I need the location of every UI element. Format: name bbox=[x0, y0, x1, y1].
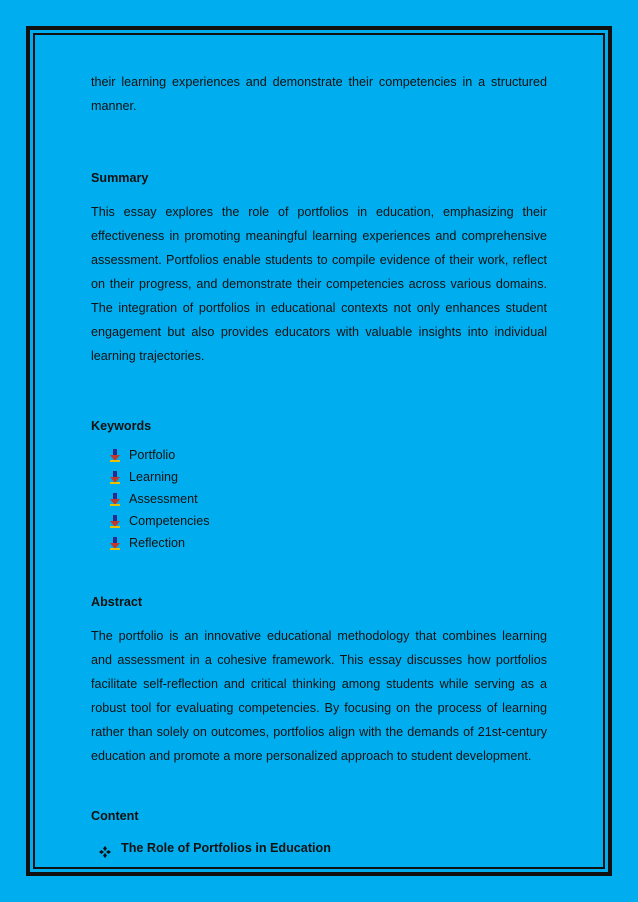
content-heading: Content bbox=[91, 809, 139, 823]
keyword-label: Portfolio bbox=[129, 448, 176, 462]
content-item-label: The Role of Portfolios in Education bbox=[121, 841, 331, 855]
keyword-item bbox=[109, 444, 547, 466]
keyword-label: Assessment bbox=[129, 492, 198, 506]
down-arrow-bullet-icon bbox=[109, 493, 121, 506]
down-arrow-bullet-icon bbox=[109, 471, 121, 484]
keyword-label: Reflection bbox=[129, 536, 186, 550]
keyword-label: Competencies bbox=[129, 514, 210, 528]
intro-continuation bbox=[91, 70, 547, 118]
summary-text: This essay explores the role of portfolios in education, emphasizing their effectiveness in promoting meaningful learning experiences and comprehensive assessment. Portfolios enable students to compile evidence of their work, reflect on their progress, and demonstrate their competencies across various domains. The integration of portfolios in educational contexts not only enhances student engagement but also provides educators with valuable insights into individual learning trajectories. bbox=[91, 205, 547, 363]
abstract-text: The portfolio is an innovative educational methodology that combines learning and assessment in a cohesive framework. This essay discusses how portfolios facilitate self-reflection and critical thinking among students while serving as a robust tool for evaluating competencies. By focusing on the process of learning rather than solely on outcomes, portfolios align with the demands of 21st-century education and promote a more personalized approach to student development. bbox=[91, 629, 547, 763]
keyword-item bbox=[109, 532, 547, 554]
keywords-heading: Keywords bbox=[91, 419, 152, 433]
diamond-cluster-icon bbox=[99, 842, 111, 854]
keywords-list bbox=[91, 444, 547, 554]
keyword-item bbox=[109, 510, 547, 532]
down-arrow-bullet-icon bbox=[109, 537, 121, 550]
down-arrow-bullet-icon bbox=[109, 515, 121, 528]
content-item bbox=[91, 836, 547, 860]
down-arrow-bullet-icon bbox=[109, 449, 121, 462]
document-body bbox=[91, 70, 547, 860]
keyword-item bbox=[109, 466, 547, 488]
intro-continuation-text: their learning experiences and demonstrate their competencies in a structured manner. bbox=[91, 75, 547, 113]
abstract-heading: Abstract bbox=[91, 595, 143, 609]
keyword-label: Learning bbox=[129, 470, 179, 484]
keyword-item bbox=[109, 488, 547, 510]
summary-heading: Summary bbox=[91, 171, 149, 185]
